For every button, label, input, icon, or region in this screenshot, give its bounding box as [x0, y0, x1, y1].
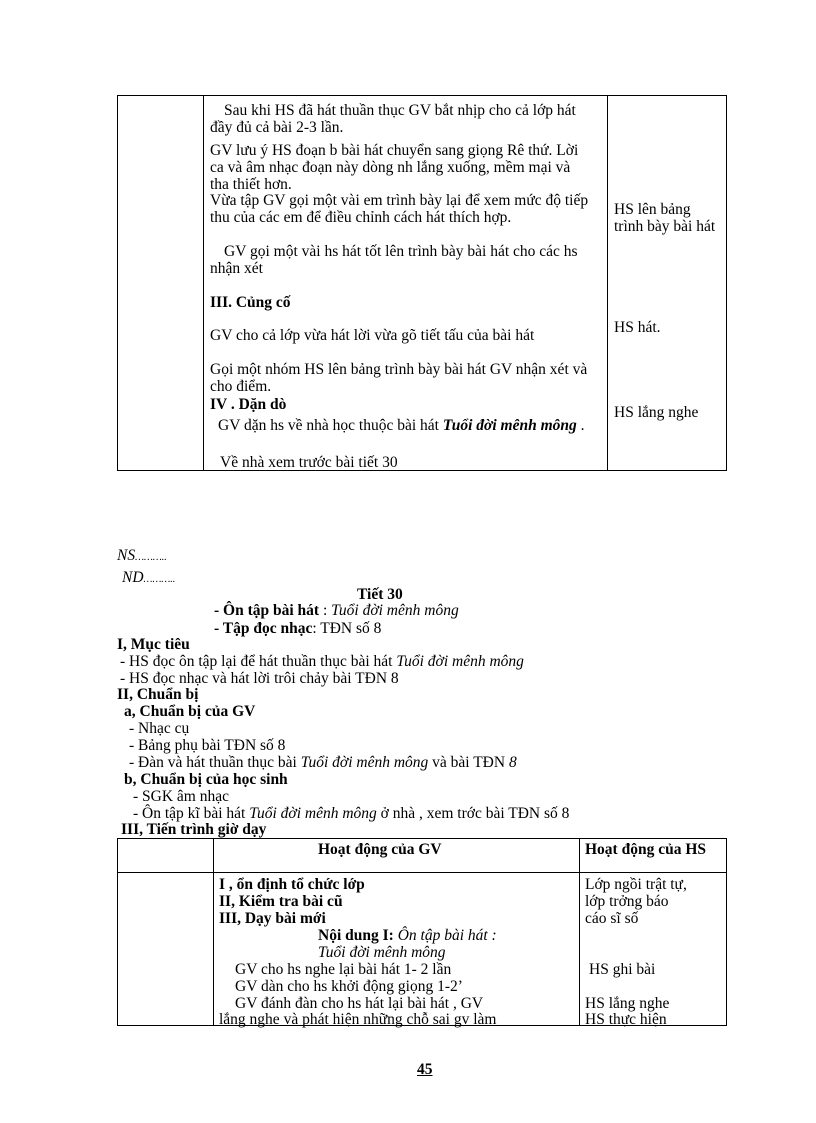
table2-gv-5: GV dàn cho hs khởi động giọng 1-2’	[235, 978, 463, 995]
table1-para-6: Gọi một nhóm HS lên bảng trình bày bài hát GV nhận xét và cho điểm.	[210, 361, 588, 395]
table1-para-1: Sau khi HS đã hát thuần thục GV bắt nhịp cho cả lớp hát đầy đủ cả bài 2-3 lần.	[210, 102, 576, 136]
section-dando-title: IV . Dặn dò	[210, 396, 287, 413]
lesson-topic-1: - Ôn tập bài hát : Tuổi đời mênh mông	[214, 602, 459, 619]
table2-header-gv: Hoạt động của GV	[318, 841, 442, 858]
ns-line: NS………..	[117, 547, 167, 564]
table1-para-2: GV lưu ý HS đoạn b bài hát chuyển sang giọng Rê thứ. Lời ca và âm nhạc đoạn này dòng nh lắng xuống, mềm mại và tha thiết hơn.	[210, 142, 579, 193]
chuanbi-gv-2: - Bảng phụ bài TĐN số 8	[129, 737, 286, 754]
lesson-topic-2: - Tập đọc nhạc: TĐN số 8	[214, 620, 382, 637]
nd-line: ND………..	[122, 569, 176, 586]
table2-hs-3: cáo sĩ số	[585, 910, 639, 927]
table2-gv-6: GV đánh đàn cho hs hát lại bài hát , GV	[235, 995, 484, 1012]
chuanbi-title: II, Chuẩn bị	[117, 686, 199, 703]
table2-gv-2: II, Kiểm tra bài cũ	[219, 893, 343, 910]
table2-noidung-1: Nội dung I: Ôn tập bài hát :	[318, 927, 497, 944]
table2-hs-5: HS lắng nghe	[585, 995, 670, 1012]
tientrinh-title: III, Tiến trình giờ dạy	[121, 821, 267, 838]
chuanbi-hs-title: b, Chuẩn bị của học sinh	[124, 771, 288, 788]
section-cungco-title: III. Củng cố	[210, 294, 291, 311]
table2-gv-3: III, Dạy bài mới	[219, 910, 326, 927]
table2-hs-2: lớp trởng báo	[585, 893, 669, 910]
table2-gv-4: GV cho hs nghe lại bài hát 1- 2 lần	[235, 961, 452, 978]
muctieu-title: I, Mục tiêu	[117, 636, 190, 653]
muctieu-line-2: - HS đọc nhạc và hát lời trôi chảy bài TĐN 8	[120, 670, 399, 687]
table2-header-hs: Hoạt động của HS	[585, 841, 707, 858]
table1-hs-2: HS hát.	[614, 319, 661, 336]
table2-gv-7: lắng nghe và phát hiện những chỗ sai gv làm	[219, 1011, 497, 1028]
table2-hs-4: HS ghi bài	[589, 961, 656, 978]
table1-para-5: GV cho cả lớp vừa hát lời vừa gõ tiết tấu của bài hát	[210, 327, 535, 344]
table1-para-8: Về nhà xem trước bài tiết 30	[220, 454, 398, 471]
table1-hs-3: HS lắng nghe	[614, 404, 699, 421]
table2-hs-1: Lớp ngồi trật tự,	[585, 876, 687, 893]
table1-hs-1: HS lên bảng trình bày bài hát	[614, 201, 716, 235]
lesson-title: Tiết 30	[357, 586, 403, 603]
muctieu-line-1: - HS đọc ôn tập lại để hát thuần thục bài hát Tuổi đời mênh mông	[120, 653, 524, 670]
chuanbi-gv-3: - Đàn và hát thuần thục bài Tuổi đời mênh mông và bài TĐN 8	[129, 754, 517, 771]
table2-hs-6: HS thực hiện	[585, 1011, 667, 1028]
chuanbi-hs-1: - SGK âm nhạc	[133, 788, 229, 805]
song-title: Tuổi đời mênh mông	[442, 417, 577, 434]
table1-para-3: Vừa tập GV gọi một vài em trình bày lại để xem mức độ tiếp thu của các em để điều chỉnh cách hát thích hợp.	[210, 192, 589, 226]
chuanbi-hs-2: - Ôn tập kĩ bài hát Tuổi đời mênh mông ở nhà , xem trớc bài TĐN số 8	[133, 805, 570, 822]
table1-para-4: GV gọi một vài hs hát tốt lên trình bày bài hát cho các hs nhận xét	[210, 243, 578, 277]
table2-noidung-1-song: Tuổi đời mênh mông	[318, 944, 446, 961]
table2-gv-1: I , ổn định tổ chức lớp	[219, 876, 365, 893]
chuanbi-gv-1: - Nhạc cụ	[129, 720, 190, 737]
page-number: 45	[417, 1061, 433, 1078]
chuanbi-gv-title: a, Chuẩn bị của GV	[124, 703, 256, 720]
table1-para-7: GV dặn hs về nhà học thuộc bài hát Tuổi đời mênh mông .	[218, 417, 585, 434]
